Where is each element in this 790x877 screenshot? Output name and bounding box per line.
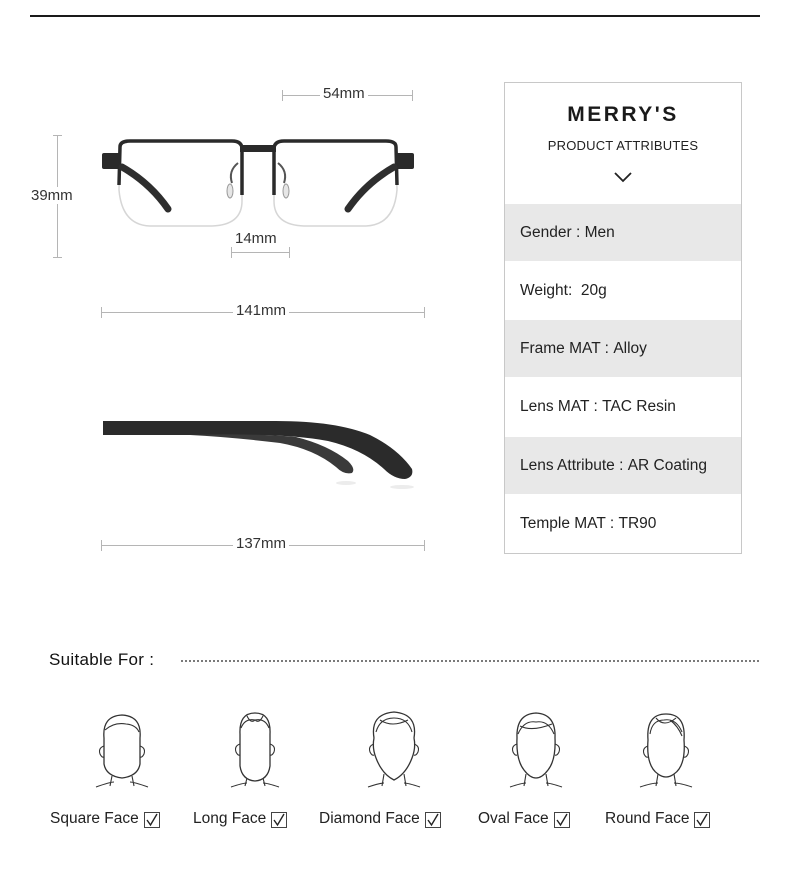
attribute-label: Weight: <box>520 281 573 299</box>
suitable-for-title: Suitable For : <box>49 650 155 669</box>
face-label-text: Square Face <box>50 810 139 827</box>
face-label-diamond <box>319 810 441 828</box>
square-face-icon <box>92 708 152 788</box>
attribute-label: Lens MAT : <box>520 398 598 415</box>
bridge-label: 14mm <box>232 230 280 247</box>
bridge-tick-right <box>289 247 290 258</box>
attribute-row-temple-mat <box>505 494 741 553</box>
checkbox-checked-icon <box>694 812 710 828</box>
long-face-icon <box>225 708 285 788</box>
temple-length-label: 137mm <box>233 535 289 552</box>
face-label-text: Round Face <box>605 810 690 827</box>
checkbox-checked-icon <box>425 812 441 828</box>
attribute-row-weight <box>505 261 741 320</box>
checkbox-checked-icon <box>271 812 287 828</box>
checkbox-checked-icon <box>554 812 570 828</box>
attribute-value: TR90 <box>618 514 657 532</box>
brand-logo: MERRY'S <box>567 103 679 126</box>
lens-height-label: 39mm <box>28 187 76 204</box>
top-divider <box>30 15 760 17</box>
lens-width-tick-left <box>282 90 283 101</box>
face-label-text: Oval Face <box>478 810 549 827</box>
frame-width-label: 141mm <box>233 302 289 319</box>
attribute-label: Lens Attribute : <box>520 456 624 474</box>
panel-title: PRODUCT ATTRIBUTES <box>547 138 699 153</box>
product-attributes-panel <box>504 82 742 554</box>
attribute-row-lens-mat <box>505 377 741 437</box>
dotted-divider <box>181 660 759 662</box>
attribute-label: Frame MAT : <box>520 339 609 357</box>
face-label-long <box>193 810 287 828</box>
attribute-value: TAC Resin <box>602 398 676 415</box>
face-label-square <box>50 810 160 828</box>
bridge-tick-left <box>231 247 232 258</box>
chevron-down-icon <box>613 171 633 183</box>
glasses-front-icon <box>100 135 416 235</box>
attribute-label: Temple MAT : <box>520 514 615 532</box>
attribute-value: Alloy <box>613 339 647 357</box>
attribute-label: Gender : <box>520 223 581 241</box>
diamond-face-icon <box>362 708 426 788</box>
face-label-oval <box>478 810 570 828</box>
oval-face-icon <box>506 708 566 788</box>
face-label-text: Diamond Face <box>319 810 420 827</box>
attribute-row-frame-mat <box>505 320 741 377</box>
attribute-row-lens-attribute <box>505 437 741 494</box>
frame-width-tick-left <box>101 307 102 318</box>
checkbox-checked-icon <box>144 812 160 828</box>
lens-width-label: 54mm <box>320 85 368 102</box>
lens-height-tick-top <box>53 135 62 136</box>
temple-side-icon <box>100 415 420 495</box>
face-label-round <box>605 810 710 828</box>
attribute-value: Men <box>584 223 615 241</box>
attribute-value: AR Coating <box>627 456 707 474</box>
temple-length-tick-left <box>101 540 102 551</box>
lens-height-tick-bottom <box>53 257 62 258</box>
round-face-icon <box>636 708 696 788</box>
bridge-line <box>231 252 289 253</box>
attribute-value: 20g <box>580 281 607 299</box>
attribute-row-gender <box>505 204 741 261</box>
temple-length-tick-right <box>424 540 425 551</box>
lens-width-tick-right <box>412 90 413 101</box>
face-label-text: Long Face <box>193 810 267 827</box>
frame-width-tick-right <box>424 307 425 318</box>
